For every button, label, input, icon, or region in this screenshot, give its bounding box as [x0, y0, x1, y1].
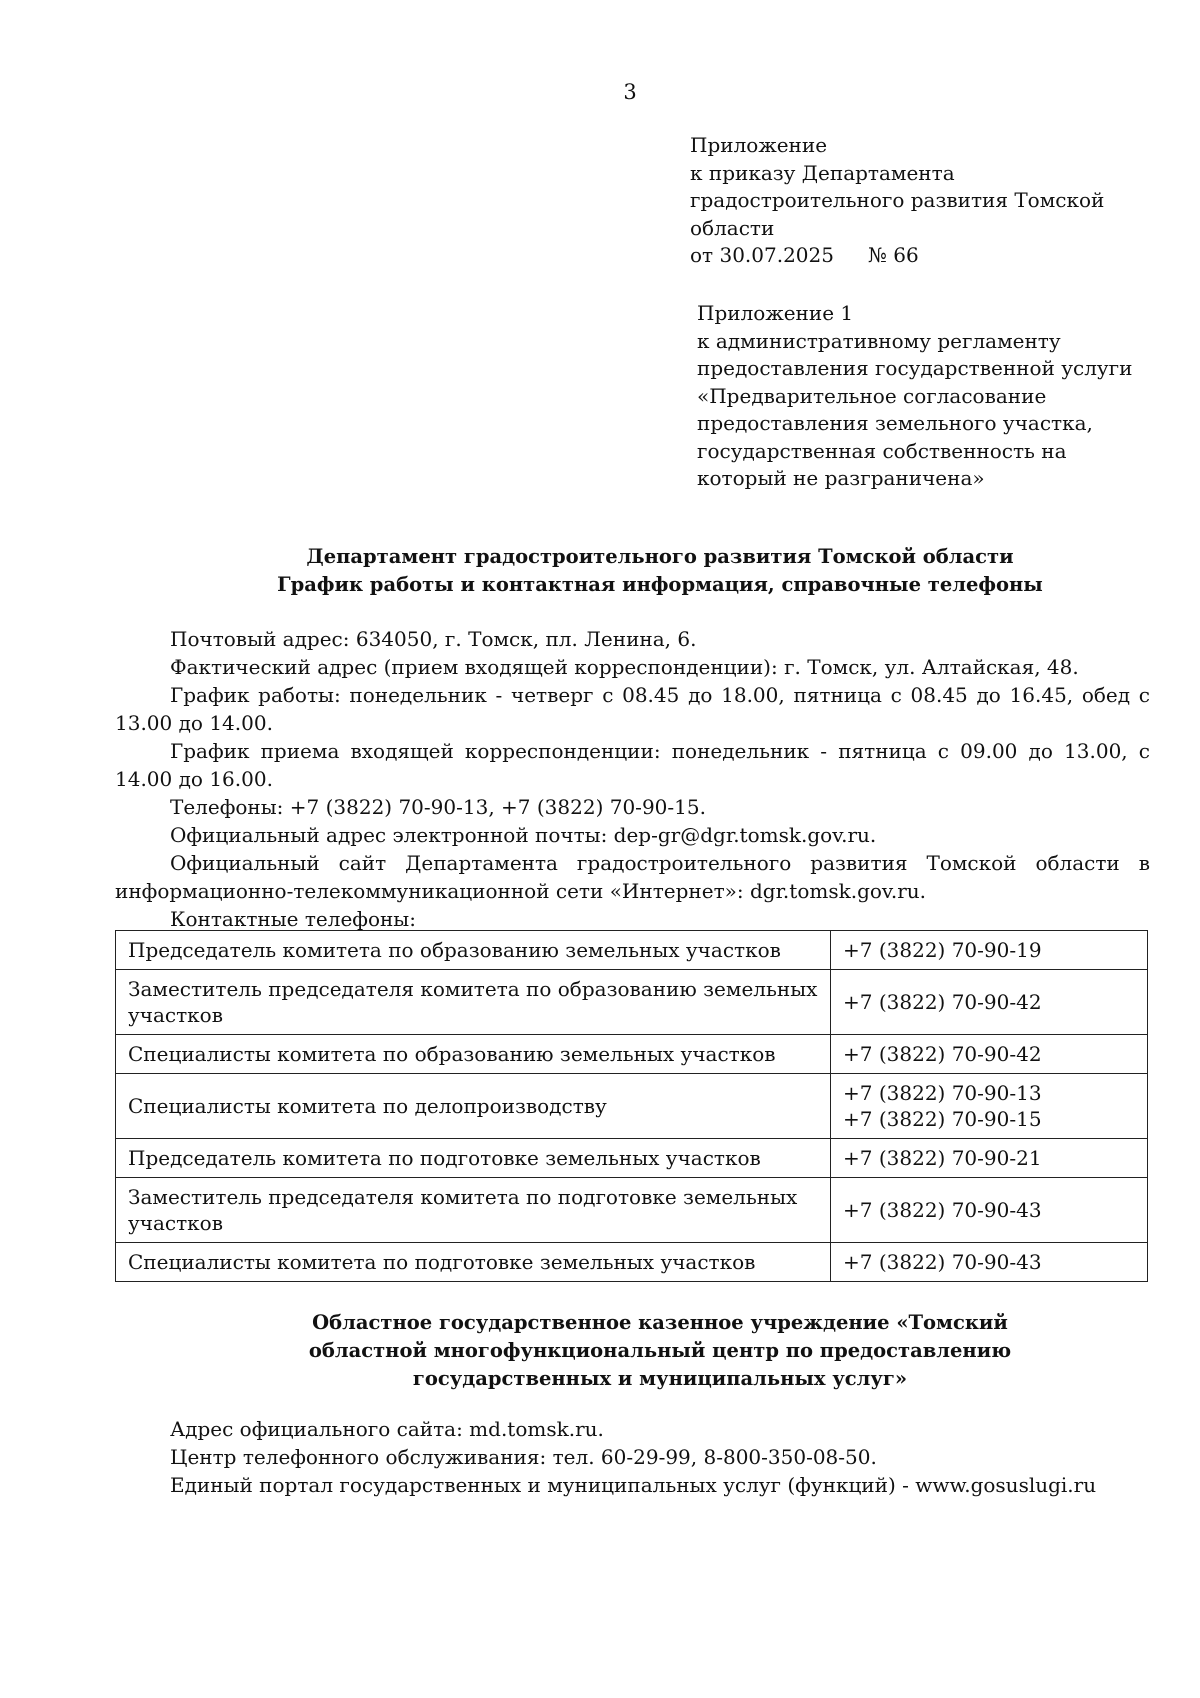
appendix-reference — [690, 132, 1104, 270]
page-number: 3 — [623, 80, 637, 104]
appendix-1-line: государственная собственность на — [697, 438, 1067, 463]
phone-cell — [831, 1035, 1148, 1074]
position-cell: Заместитель председателя комитета по образованию земельных участков — [116, 970, 831, 1035]
table-row — [116, 970, 1148, 1035]
website: Официальный сайт Департамента градостроительного развития Томской области в информационно-телекоммуникационной сети «Интернет»: dgr.tomsk.gov.ru. — [115, 851, 1150, 903]
mfc-call-center: Центр телефонного обслуживания: тел. 60-29-99, 8-800-350-08-50. — [170, 1445, 877, 1469]
phones: Телефоны: +7 (3822) 70-90-13, +7 (3822) 70-90-15. — [170, 795, 706, 819]
heading-line: Областное государственное казенное учреждение «Томский — [312, 1311, 1008, 1334]
email: Официальный адрес электронной почты: dep-gr@dgr.tomsk.gov.ru. — [170, 823, 877, 847]
appendix-1-line: предоставления государственной услуги — [697, 356, 1133, 380]
appendix-date: от 30.07.2025 — [690, 243, 834, 267]
table-row — [116, 1074, 1148, 1139]
table-row — [116, 931, 1148, 970]
position-cell: Председатель комитета по образованию земельных участков — [116, 931, 831, 970]
table-row — [116, 1243, 1148, 1282]
appendix-1-reference — [697, 300, 1132, 493]
phone-cell — [831, 970, 1148, 1035]
table-row — [116, 1178, 1148, 1243]
heading-line: областной многофункциональный центр по предоставлению — [308, 1339, 1012, 1362]
mail-schedule: График приема входящей корреспонденции: понедельник - пятница с 09.00 до 13.00, с 14.00 до 16.00. — [115, 739, 1150, 791]
position-cell: Специалисты комитета по подготовке земельных участков — [116, 1243, 831, 1282]
appendix-line: области — [690, 215, 775, 240]
appendix-1-line: «Предварительное согласование — [697, 383, 1047, 408]
appendix-1-line: предоставления земельного участка, — [697, 411, 1093, 435]
position-cell: Председатель комитета по подготовке земельных участков — [116, 1139, 831, 1178]
postal-address: Почтовый адрес: 634050, г. Томск, пл. Ленина, 6. — [170, 627, 697, 651]
phone-number: +7 (3822) 70-90-15 — [843, 1107, 1042, 1131]
position-cell: Специалисты комитета по образованию земельных участков — [116, 1035, 831, 1074]
appendix-1-line: к административному регламенту — [697, 328, 1061, 353]
heading-line: Департамент градостроительного развития Томской области — [306, 545, 1014, 568]
appendix-line: к приказу Департамента — [690, 160, 955, 185]
phone-number: +7 (3822) 70-90-13 — [843, 1081, 1042, 1105]
heading-line: государственных и муниципальных услуг» — [412, 1367, 908, 1390]
phone-number: +7 (3822) 70-90-42 — [843, 990, 1042, 1014]
appendix-line: Приложение — [690, 133, 828, 157]
phone-cell — [831, 1243, 1148, 1282]
actual-address: Фактический адрес (прием входящей корреспонденции): г. Томск, ул. Алтайская, 48. — [170, 655, 1079, 679]
contacts-table — [115, 930, 1148, 1282]
table-row — [116, 1035, 1148, 1074]
heading-line: График работы и контактная информация, справочные телефоны — [277, 573, 1043, 596]
gosuslugi-portal: Единый портал государственных и муниципальных услуг (функций) - www.gosuslugi.ru — [170, 1473, 1097, 1497]
mfc-info — [115, 1415, 1150, 1499]
phone-number: +7 (3822) 70-90-43 — [843, 1198, 1042, 1222]
position-cell: Заместитель председателя комитета по подготовке земельных участков — [116, 1178, 831, 1243]
appendix-line: градостроительного развития Томской — [690, 188, 1105, 212]
phone-cell — [831, 1074, 1148, 1139]
department-info — [115, 625, 1150, 933]
mfc-website: Адрес официального сайта: md.tomsk.ru. — [170, 1417, 604, 1441]
position-cell: Специалисты комитета по делопроизводству — [116, 1074, 831, 1139]
appendix-number: № 66 — [867, 243, 919, 267]
table-row — [116, 1139, 1148, 1178]
contact-phones-label: Контактные телефоны: — [170, 907, 416, 931]
appendix-1-line: Приложение 1 — [697, 301, 854, 325]
phone-number: +7 (3822) 70-90-43 — [843, 1250, 1042, 1274]
phone-number: +7 (3822) 70-90-19 — [843, 938, 1042, 962]
phone-number: +7 (3822) 70-90-21 — [843, 1146, 1042, 1170]
work-schedule: График работы: понедельник - четверг с 08.45 до 18.00, пятница с 08.45 до 16.45, обед с 13.00 до 14.00. — [115, 683, 1150, 735]
mfc-heading — [175, 1309, 1145, 1393]
department-heading — [175, 543, 1145, 599]
appendix-date-number-line — [690, 242, 1104, 270]
phone-cell — [831, 1178, 1148, 1243]
phone-cell — [831, 931, 1148, 970]
phone-number: +7 (3822) 70-90-42 — [843, 1042, 1042, 1066]
phone-cell — [831, 1139, 1148, 1178]
appendix-1-line: который не разграничена» — [697, 466, 985, 490]
